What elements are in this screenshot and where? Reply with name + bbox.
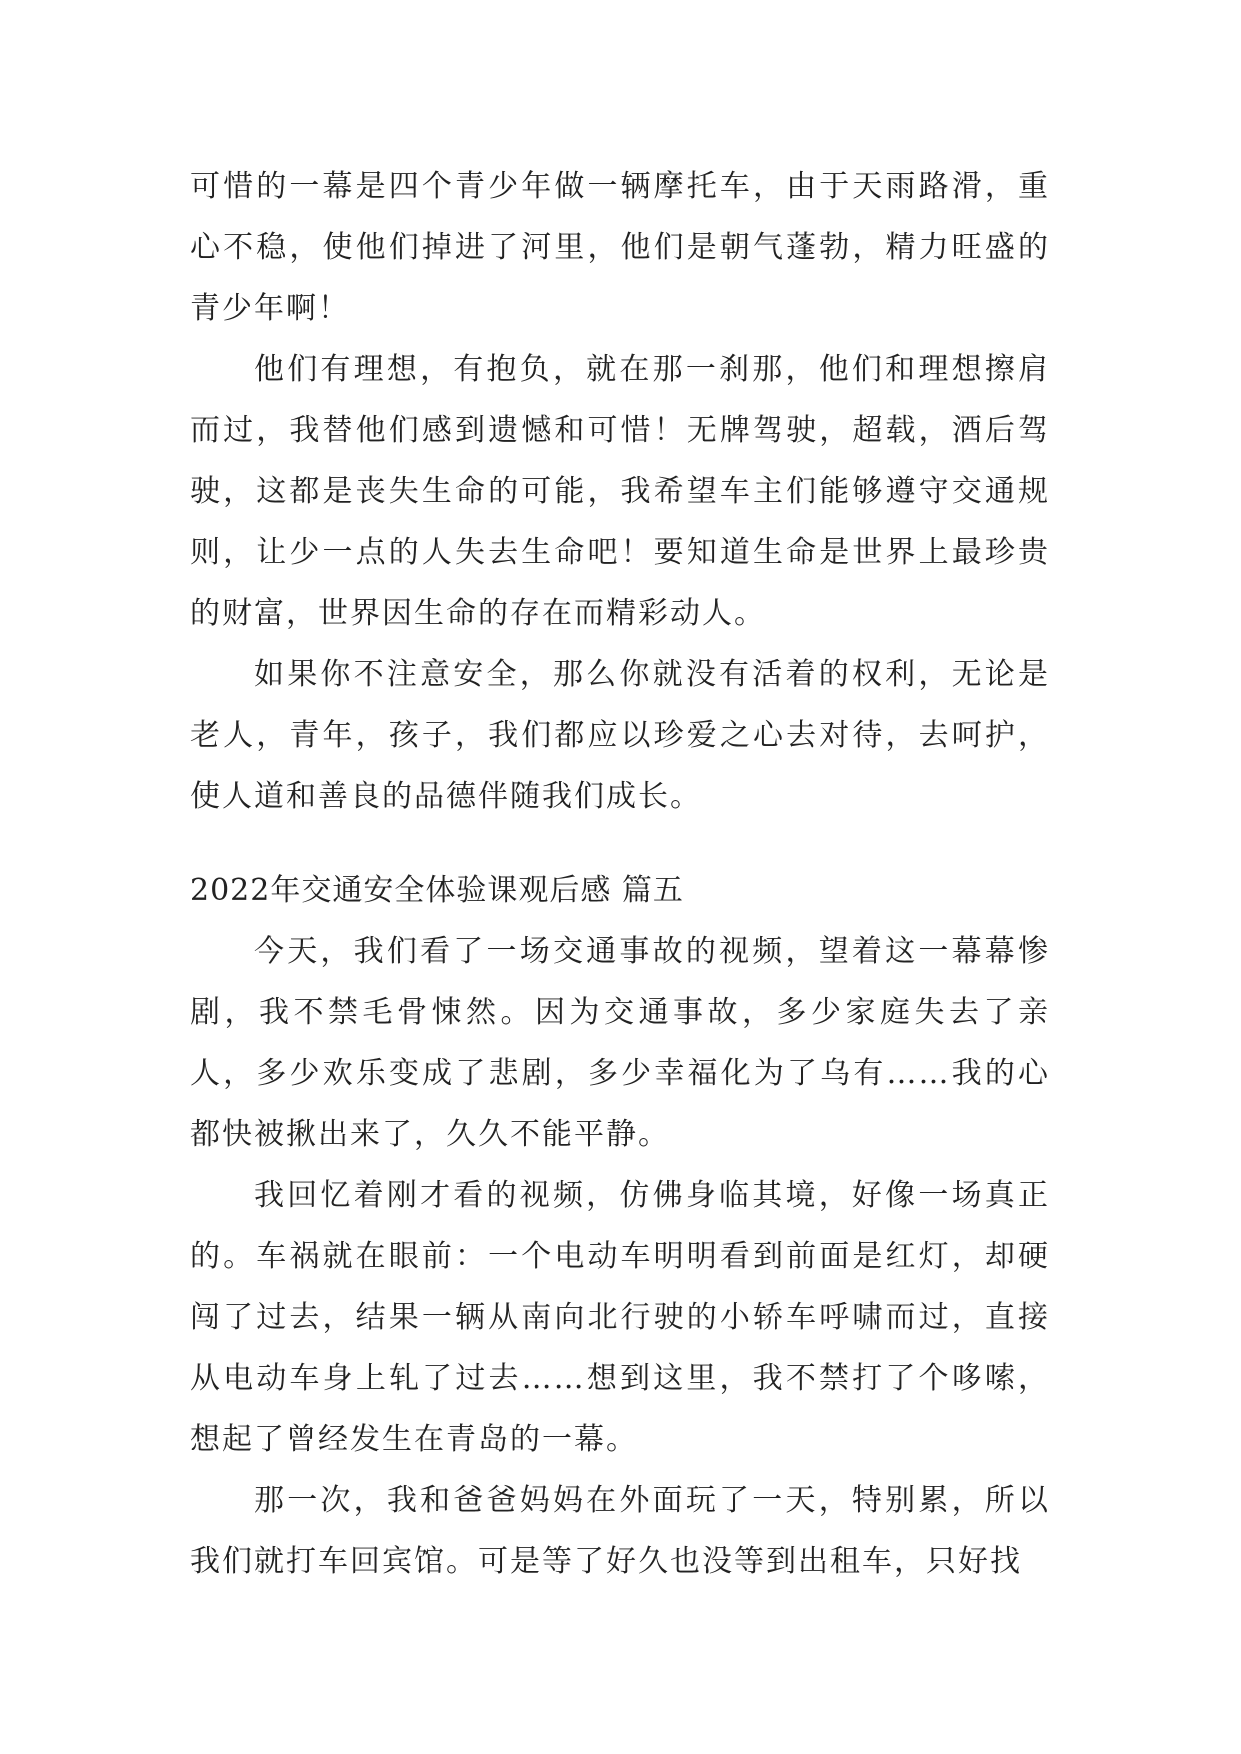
paragraph: 今天，我们看了一场交通事故的视频，望着这一幕幕惨剧，我不禁毛骨悚然。因为交通事故，多少家庭失去了亲人，多少欢乐变成了悲剧，多少幸福化为了乌有……我的心都快被揪出来了，久久不能平静。 xyxy=(190,934,1050,1152)
paragraph: 那一次，我和爸爸妈妈在外面玩了一天，特别累，所以我们就打车回宾馆。可是等了好久也没等到出租车，只好找 xyxy=(190,1483,1050,1579)
paragraph: 他们有理想，有抱负，就在那一刹那，他们和理想擦肩而过，我替他们感到遗憾和可惜！无牌驾驶，超载，酒后驾驶，这都是丧失生命的可能，我希望车主们能够遵守交通规则，让少一点的人失去生命吧！要知道生命是世界上最珍贵的财富，世界因生命的存在而精彩动人。 xyxy=(190,352,1050,631)
section-heading: 2022年交通安全体验课观后感 篇五 xyxy=(190,873,684,908)
text-block-top xyxy=(190,156,1050,827)
paragraph: 可惜的一幕是四个青少年做一辆摩托车，由于天雨路滑，重心不稳，使他们掉进了河里，他们是朝气蓬勃，精力旺盛的青少年啊！ xyxy=(190,169,1050,326)
paragraph: 如果你不注意安全，那么你就没有活着的权利，无论是老人，青年，孩子，我们都应以珍爱之心去对待，去呵护，使人道和善良的品德伴随我们成长。 xyxy=(190,657,1050,814)
paragraph: 我回忆着刚才看的视频，仿佛身临其境，好像一场真正的。车祸就在眼前：一个电动车明明看到前面是红灯，却硬闯了过去，结果一辆从南向北行驶的小轿车呼啸而过，直接从电动车身上轧了过去……想到这里，我不禁打了个哆嗦，想起了曾经发生在青岛的一幕。 xyxy=(190,1178,1050,1457)
text-block-bottom xyxy=(190,860,1050,1592)
